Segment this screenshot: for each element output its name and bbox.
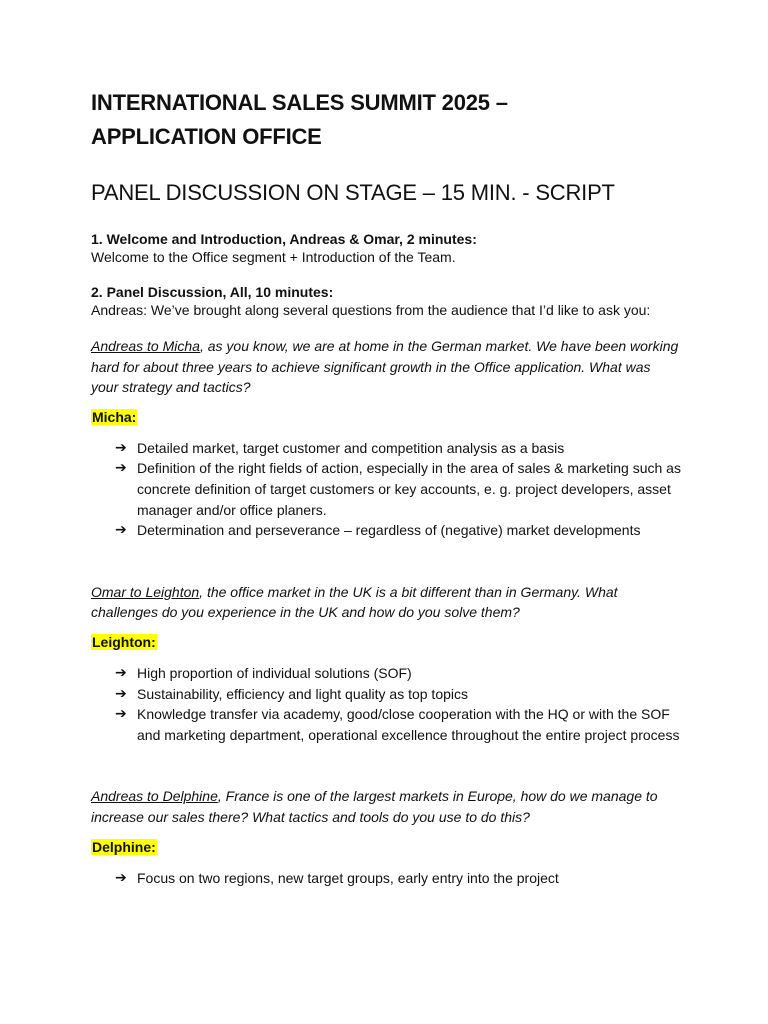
list-item — [91, 520, 681, 541]
question-asker: Andreas to Micha — [91, 338, 200, 354]
list-item — [91, 684, 681, 705]
question-leighton — [91, 582, 681, 623]
arrow-right-icon: ➔ — [115, 460, 127, 477]
question-micha — [91, 336, 681, 398]
document-title — [91, 86, 681, 154]
arrow-right-icon: ➔ — [115, 869, 127, 886]
section-body: Andreas: We’ve brought along several questions from the audience that I’d like to ask you: — [91, 302, 651, 318]
answer-list — [91, 868, 681, 889]
speaker-label — [91, 838, 681, 856]
section-heading: 2. Panel Discussion, All, 10 minutes: — [91, 284, 334, 300]
answer-text: Definition of the right fields of action, especially in the area of sales & marketing such as concrete definition of target customers or key accounts, e. g. project developers, asset manager and/or office planers. — [137, 460, 681, 518]
speaker-highlight: Delphine: — [92, 838, 156, 855]
speaker-label — [91, 633, 681, 651]
arrow-right-icon: ➔ — [115, 664, 127, 681]
arrow-right-icon: ➔ — [115, 706, 127, 723]
question-asker: Omar to Leighton — [91, 583, 200, 600]
list-item — [91, 704, 681, 745]
speaker-highlight: Micha: — [92, 408, 137, 425]
speaker-highlight: Leighton: — [92, 633, 156, 650]
list-item — [91, 458, 681, 520]
title-line-2: APPLICATION OFFICE — [91, 124, 322, 149]
list-item — [91, 438, 681, 459]
title-line-1: INTERNATIONAL SALES SUMMIT 2025 – — [91, 90, 508, 115]
list-item — [91, 868, 681, 889]
answer-text: Sustainability, efficiency and light quality as top topics — [137, 685, 469, 702]
list-item — [91, 663, 681, 684]
question-text: , as you know, we are at home in the German market. We have been working hard for about three years to achieve significant growth in the Office application. What was your strategy and tactics? — [91, 338, 679, 396]
document-content — [91, 86, 681, 888]
question-text: , France is one of the largest markets in Europe, how do we manage to increase our sales there? What tactics and tools do you use to do this? — [91, 788, 658, 825]
answer-text: Determination and perseverance – regardless of (negative) market developments — [137, 522, 641, 539]
answer-text: High proportion of individual solutions (SOF) — [137, 664, 412, 681]
section-body: Welcome to the Office segment + Introduction of the Team. — [91, 249, 456, 265]
speaker-label — [91, 408, 681, 426]
question-asker: Andreas to Delphine — [91, 788, 218, 805]
answer-list — [91, 438, 681, 541]
arrow-right-icon: ➔ — [115, 685, 127, 702]
question-delphine — [91, 786, 681, 827]
question-text: , the office market in the UK is a bit different than in Germany. What challenges do you experience in the UK and how do you solve them? — [91, 583, 618, 621]
answer-text: Focus on two regions, new target groups, early entry into the project — [137, 869, 559, 886]
section-panel — [91, 283, 681, 319]
section-welcome — [91, 230, 681, 266]
answer-list — [91, 663, 681, 745]
answer-text: Knowledge transfer via academy, good/close cooperation with the HQ or with the SOF and marketing department, operational excellence throughout the entire project process — [137, 706, 680, 743]
arrow-right-icon: ➔ — [115, 522, 127, 539]
section-heading: 1. Welcome and Introduction, Andreas & Omar, 2 minutes: — [91, 231, 477, 247]
answer-text: Detailed market, target customer and competition analysis as a basis — [137, 439, 565, 456]
arrow-right-icon: ➔ — [115, 439, 127, 456]
document-subtitle: PANEL DISCUSSION ON STAGE – 15 MIN. - SCRIPT — [91, 180, 615, 205]
